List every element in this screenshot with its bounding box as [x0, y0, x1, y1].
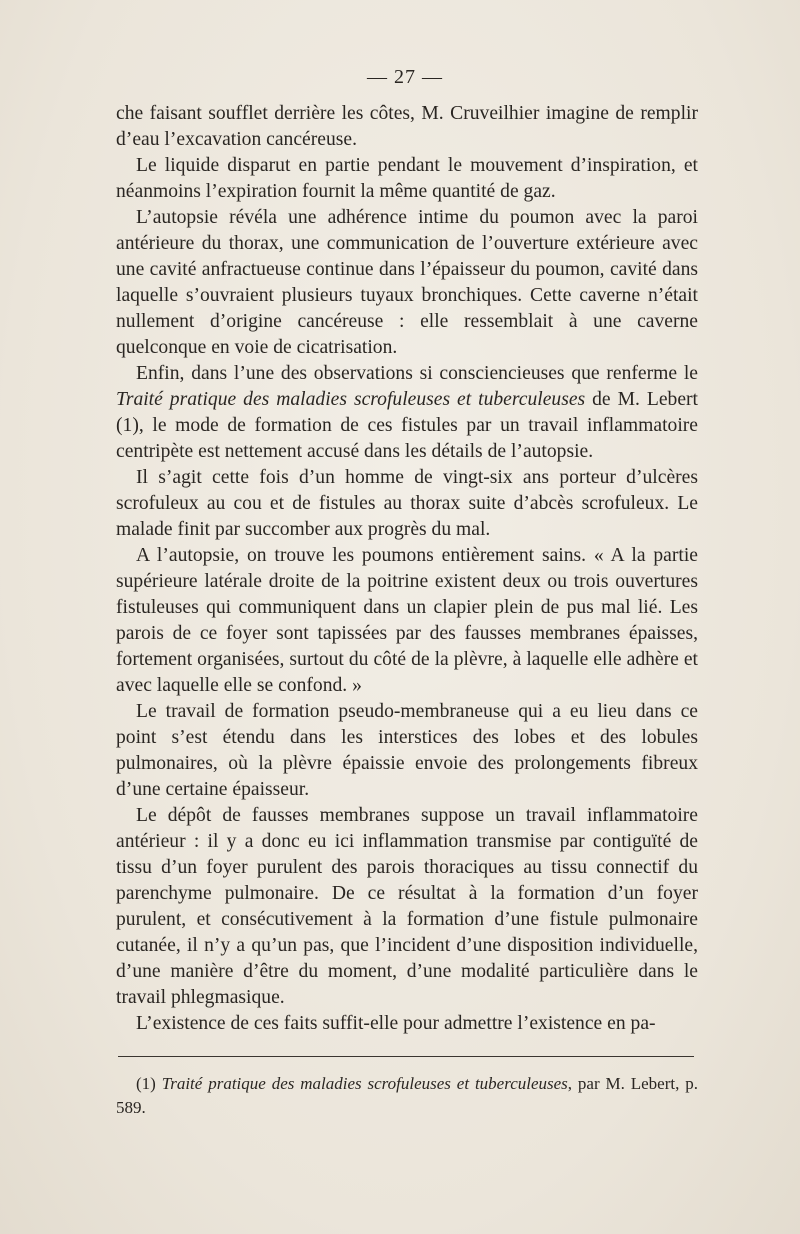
- footnote-marker: (1): [136, 1074, 162, 1093]
- paragraph-9: L’existence de ces faits suffit-elle pour admettre l’existence en pa-: [136, 1013, 656, 1034]
- paragraph-1: che faisant soufflet derrière les côtes, M. Cruveilhier imagine de remplir d’eau l’excavation cancéreuse.: [116, 103, 698, 150]
- paragraph-8: Le dépôt de fausses membranes suppose un travail inflammatoire antérieur : il y a donc eu ici inflammation transmise par contiguïté de tissu d’un foyer purulent des parois thoraciques au tissu connectif du parenchyme pulmonaire. De ce résultat à la formation d’un foyer purulent, et consécutivement à la formation d’une fistule pulmonaire cutanée, il n’y a qu’un pas, que l’incident d’une disposition individuelle, d’une manière d’être du moment, d’une modalité particulière dans le travail phlegmasique.: [116, 805, 698, 1008]
- paragraph-4-intro: Enfin, dans l’une des observations si consciencieuses que renferme le: [136, 363, 698, 384]
- footnote-text: [116, 1072, 698, 1120]
- paragraph-4-rest: de M. Lebert (1), le mode de formation de ces fistules par un travail inflammatoire centripète est nettement accusé dans les détails de l’autopsie.: [116, 389, 698, 462]
- footnote-book-title: Traité pratique des maladies scrofuleuses et tuberculeuses: [161, 1074, 568, 1093]
- paragraph-7: Le travail de formation pseudo-membraneuse qui a eu lieu dans ce point s’est étendu dans les interstices des lobes et des lobules pulmonaires, où la plèvre épaissie envoie des prolongements fibreux d’une certaine épaisseur.: [116, 701, 698, 800]
- cited-book-title: Traité pratique des maladies scrofuleuses et tuberculeuses: [116, 389, 586, 410]
- paragraph-2: Le liquide disparut en partie pendant le mouvement d’inspiration, et néanmoins l’expiration fournit la même quantité de gaz.: [116, 155, 698, 202]
- paragraph-4: [116, 361, 698, 465]
- footnote: [116, 1072, 698, 1120]
- paragraph-6: A l’autopsie, on trouve les poumons entièrement sains. « A la partie supérieure latérale droite de la poitrine existent deux ou trois ouvertures fistuleuses qui communiquent dans un clapier plein de pus mal lié. Les parois de ce foyer sont tapissées par des fausses membranes épaisses, fortement organisées, surtout du côté de la plèvre, à laquelle elle adhère et avec laquelle elle se confond. »: [116, 545, 698, 696]
- page-number: — 27 —: [367, 66, 443, 88]
- paragraph-5: Il s’agit cette fois d’un homme de vingt-six ans porteur d’ulcères scrofuleux au cou et de fistules au thorax suite d’abcès scrofuleux. Le malade finit par succomber aux progrès du mal.: [116, 467, 698, 540]
- footnote-citation: , par M. Lebert, p. 589.: [116, 1074, 698, 1117]
- body-text: [116, 101, 698, 1037]
- footnote-divider: [118, 1056, 694, 1057]
- paragraph-3: L’autopsie révéla une adhérence intime du poumon avec la paroi antérieure du thorax, une communication de l’ouverture extérieure avec une cavité anfractueuse continue dans l’épaisseur du poumon, cavité dans laquelle s’ouvraient plusieurs tuyaux bronchiques. Cette caverne n’était nullement d’origine cancéreuse : elle ressemblait à une caverne quelconque en voie de cicatrisation.: [116, 207, 698, 358]
